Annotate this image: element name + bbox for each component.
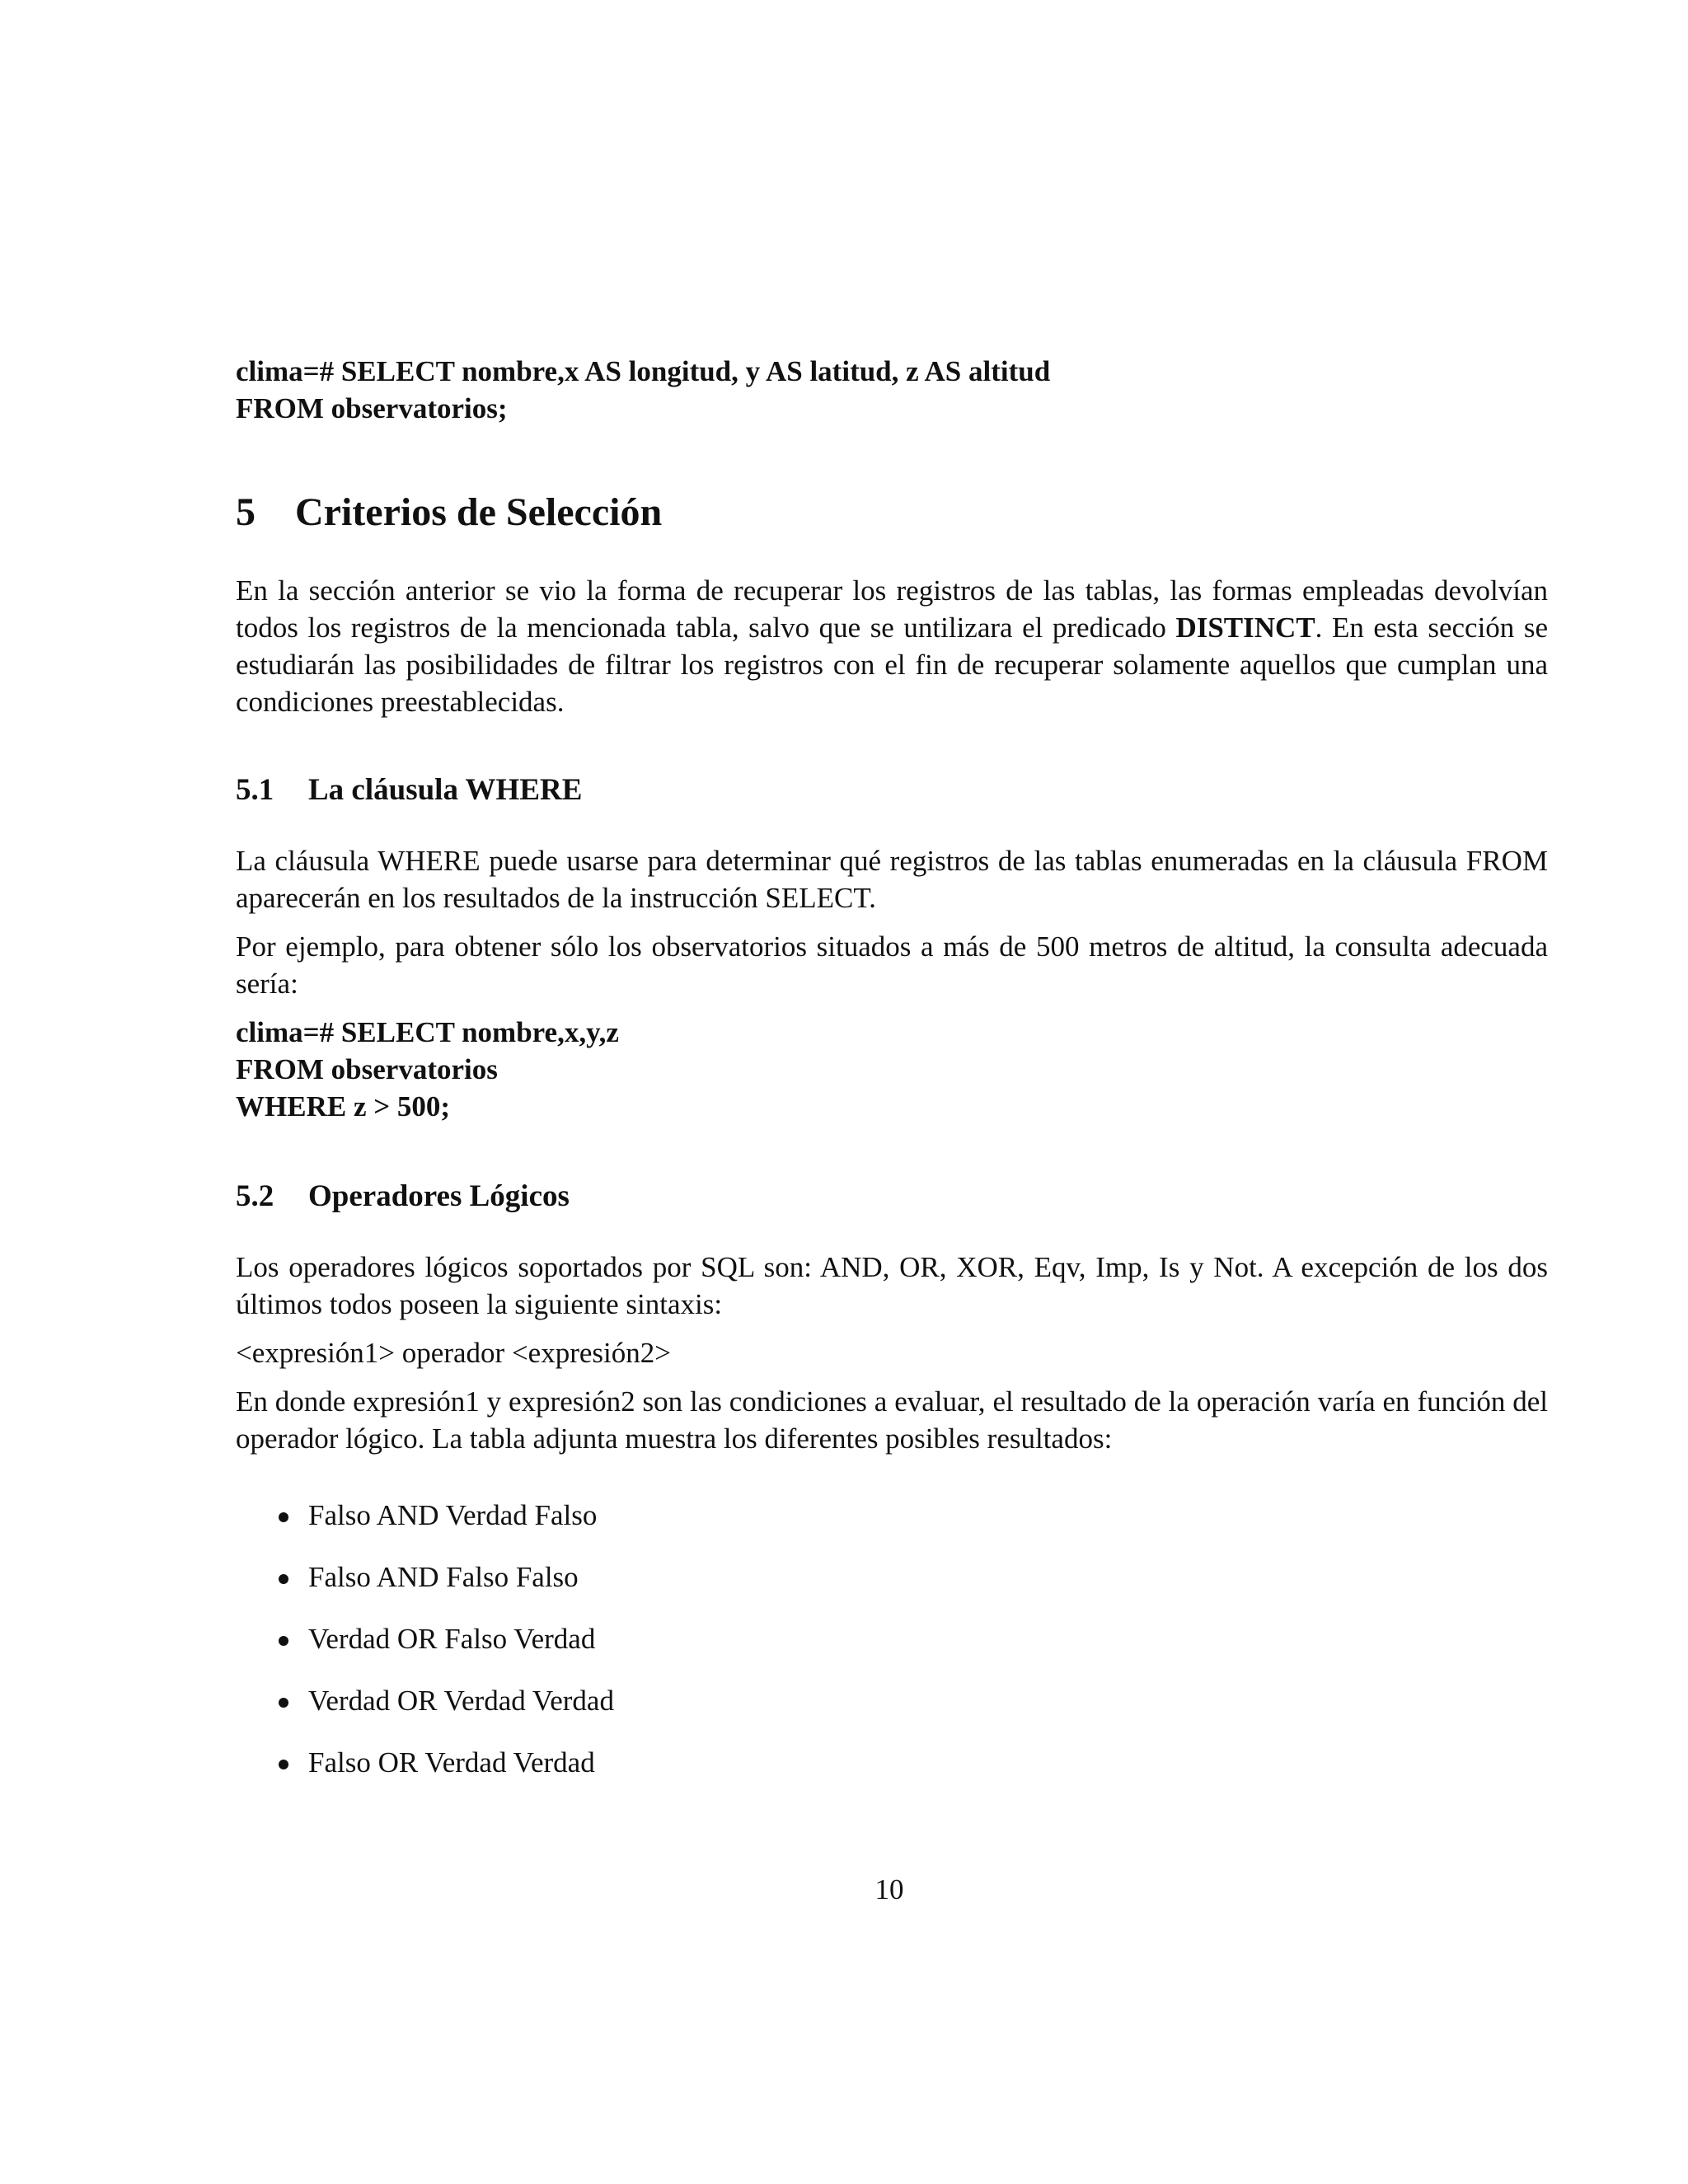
subsection-title: La cláusula WHERE [308,773,583,807]
list-item [279,1682,1548,1719]
list-item-text: Falso AND Falso Falso [308,1561,579,1593]
operators-paragraph-1: Los operadores lógicos soportados por SQL son: AND, OR, XOR, Eqv, Imp, Is y Not. A excepción de los dos últimos todos poseen la siguiente sintaxis: [236,1251,1548,1320]
list-item [279,1620,1548,1657]
subsection-heading-5-1 [236,771,1548,809]
section-number: 5 [236,490,256,534]
section-title: Criterios de Selección [295,490,663,534]
page-content [236,353,1548,1781]
subsection-number: 5.1 [236,773,274,807]
list-item [279,1744,1548,1781]
list-item-text: Verdad OR Verdad Verdad [308,1685,614,1717]
code-block-where [236,1014,1548,1125]
subsection-heading-5-2 [236,1178,1548,1216]
paragraph-text: En la sección anterior se vio la forma de recuperar los registros de las tablas, las formas empleadas devolvían todos los registros de la mencionada tabla, salvo que se untilizara el predicado [236,574,1548,644]
bullet-icon [279,1698,288,1708]
code-line: FROM observatorios; [236,392,508,424]
bullet-icon [279,1512,288,1522]
code-line: FROM observatorios [236,1053,498,1085]
paragraph-text: . En esta sección se estudiarán las posibilidades de filtrar los registros con el fin de recuperar solamente aquellos que cumplan una condiciones preestablecidas. [236,612,1548,718]
list-item-text: Falso AND Verdad Falso [308,1499,598,1531]
bullet-icon [279,1574,288,1584]
operators-paragraph-2: En donde expresión1 y expresión2 son las condiciones a evaluar, el resultado de la operación varía en función del operador lógico. La tabla adjunta muestra los diferentes posibles resultados: [236,1385,1548,1455]
results-list [236,1497,1548,1781]
subsection-title: Operadores Lógicos [308,1179,570,1213]
page-number: 10 [874,1873,904,1905]
where-paragraph-1: La cláusula WHERE puede usarse para determinar qué registros de las tablas enumeradas en la cláusula FROM aparecerán en los resultados de la instrucción SELECT. [236,845,1548,914]
code-block-select-aliases [236,353,1548,427]
list-item-text: Verdad OR Falso Verdad [308,1623,596,1655]
bullet-icon [279,1636,288,1646]
section-5-paragraph [236,572,1548,720]
list-item [279,1497,1548,1534]
bullet-icon [279,1760,288,1769]
section-heading-5 [236,488,1548,537]
syntax-line: <expresión1> operador <expresión2> [236,1337,671,1369]
list-item [279,1558,1548,1596]
code-line: clima=# SELECT nombre,x AS longitud, y AS latitud, z AS altitud [236,355,1051,387]
code-line: clima=# SELECT nombre,x,y,z [236,1016,619,1048]
list-item-text: Falso OR Verdad Verdad [308,1746,595,1779]
where-paragraph-2: Por ejemplo, para obtener sólo los observatorios situados a más de 500 metros de altitud, la consulta adecuada sería: [236,930,1548,1000]
keyword-distinct: DISTINCT [1175,612,1315,644]
subsection-number: 5.2 [236,1179,274,1213]
code-line: WHERE z > 500; [236,1090,451,1122]
